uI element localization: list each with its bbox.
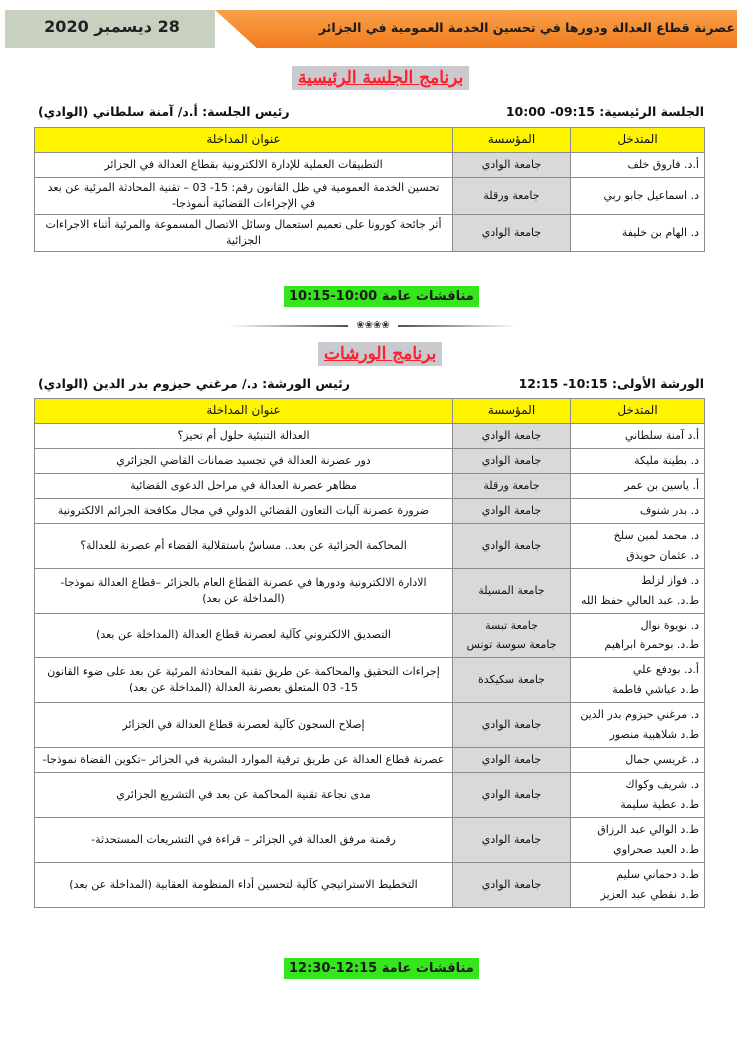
talk-title: دور عصرنة العدالة في تجسيد ضمانات القاضي الجزائري: [35, 448, 453, 473]
speaker-name: ط.د نقطي عبد العزيز: [600, 887, 699, 901]
talk-title: التخطيط الاستراتيجي كآلية لتحسين أداء المنظومة العقابية (المداخلة عن بعد): [35, 862, 453, 907]
header-speaker: المتدخل: [571, 399, 705, 424]
talk-title: إجراءات التحقيق والمحاكمة عن طريق تقنية المحادثة المرئية عن بعد على ضوء القانون 15- 03 المتعلق بعصرنة العدالة (المداخلة عن بعد): [35, 658, 453, 703]
header-institution: المؤسسة: [453, 399, 571, 424]
speaker-name: ط.د. عبد العالي حفظ الله: [580, 593, 699, 607]
header-title: عنوان المداخلة: [35, 399, 453, 424]
institution-name: جامعة الوادي: [481, 788, 542, 802]
institution-name: جامعة الوادي: [481, 832, 542, 846]
institution-name: جامعة سوسة تونس: [466, 638, 557, 652]
speaker-name: د. نويوة نوال: [640, 618, 699, 632]
table-row: [35, 613, 705, 658]
table-row: [35, 862, 705, 907]
institution-cell: [453, 448, 571, 473]
institution-cell: [453, 473, 571, 498]
institution-cell: [453, 153, 571, 178]
speaker-cell: [571, 748, 705, 773]
institution-cell: [453, 498, 571, 523]
talk-title: تحسين الخدمة العمومية في ظل القانون رقم: 15- 03 – تقنية المحادثة المرئية عن بعد في الإجراءات القضائية أنموذجا-: [35, 177, 453, 214]
institution-cell: [453, 424, 571, 449]
speaker-name: ط.د. بوحمرة ابراهيم: [604, 638, 699, 652]
institution-cell: [453, 177, 571, 214]
speaker-cell: [571, 214, 705, 251]
table-row: [35, 473, 705, 498]
institution-name: جامعة الوادي: [481, 538, 542, 552]
speaker-name: أ.د آمنة سلطاني: [624, 429, 699, 442]
institution-cell: [453, 568, 571, 613]
table-row: [35, 658, 705, 703]
speaker-cell: [571, 523, 705, 568]
speaker-name: ط.د شلاهبية منصور: [609, 728, 699, 742]
speaker-cell: [571, 817, 705, 862]
talk-title: التصديق الالكتروني كآلية لعصرنة قطاع العدالة (المداخلة عن بعد): [35, 613, 453, 658]
table-row: [35, 498, 705, 523]
talk-title: الادارة الالكترونية ودورها في عصرنة القطاع العام بالجزائر –قطاع العدالة نموذجا- (المداخلة عن بعد): [35, 568, 453, 613]
talk-title: المحاكمة الجزائية عن بعد.. مساسٌ باستقلالية القضاء أم عصرنة للعدالة؟: [35, 523, 453, 568]
talk-title: رقمنة مرفق العدالة في الجزائر – قراءة في التشريعات المستحدثة-: [35, 817, 453, 862]
institution-name: جامعة الوادي: [481, 429, 542, 442]
talk-title: ضرورة عصرنة آليات التعاون القضائي الدولي في مجال مكافحة الجرائم الالكترونية: [35, 498, 453, 523]
table-row: [35, 448, 705, 473]
header-banner: [0, 8, 742, 48]
table-row: [35, 703, 705, 748]
speaker-name: أ.د. بودفع علي: [632, 663, 699, 677]
header-title: عنوان المداخلة: [35, 128, 453, 153]
institution-cell: [453, 214, 571, 251]
speaker-name: ط.د عياشي فاطمة: [612, 683, 699, 697]
speaker-cell: [571, 424, 705, 449]
institution-cell: [453, 658, 571, 703]
institution-cell: [453, 862, 571, 907]
institution-cell: [453, 703, 571, 748]
speaker-cell: [571, 703, 705, 748]
institution-name: جامعة ورقلة: [483, 478, 540, 492]
speaker-cell: [571, 862, 705, 907]
speaker-name: د. فواز لزلط: [641, 573, 699, 587]
institution-name: جامعة الوادي: [481, 225, 542, 239]
speaker-name: د. غريسي جمال: [625, 753, 699, 767]
date-box: [5, 10, 215, 48]
speaker-name: أ.د. فاروق خلف: [627, 158, 699, 171]
institution-name: جامعة الوادي: [481, 753, 542, 767]
plenary-discussion: مناقشات عامة 10:00-10:15: [284, 286, 479, 307]
table-row: [35, 817, 705, 862]
speaker-cell: [571, 473, 705, 498]
talk-title: عصرنة قطاع العدالة عن طريق ترقية الموارد البشرية في الجزائر –تكوين القضاة نموذجا-: [35, 748, 453, 773]
table-row: [35, 523, 705, 568]
speaker-cell: [571, 448, 705, 473]
institution-name: جامعة الوادي: [481, 158, 542, 171]
institution-name: جامعة الوادي: [481, 877, 542, 891]
institution-name: جامعة ورقلة: [483, 188, 540, 202]
institution-name: جامعة تبسة: [485, 618, 538, 632]
header-institution: المؤسسة: [453, 128, 571, 153]
speaker-cell: [571, 177, 705, 214]
divider-ornament-icon: ❀❀❀❀: [348, 319, 398, 333]
institution-cell: [453, 613, 571, 658]
speaker-cell: [571, 658, 705, 703]
workshop-table: [34, 398, 705, 908]
speaker-name: د. عثمان حويذق: [626, 548, 699, 562]
institution-name: جامعة المسيلة: [478, 583, 545, 597]
institution-cell: [453, 523, 571, 568]
table-row: [35, 748, 705, 773]
speaker-name: د. الهام بن خليفة: [621, 225, 699, 239]
speaker-name: د. شريف وكواك: [625, 778, 699, 792]
speaker-cell: [571, 568, 705, 613]
workshop-discussion: مناقشات عامة 12:15-12:30: [284, 958, 479, 979]
table-row: [35, 424, 705, 449]
speaker-name: ط.د الوالي عبد الرزاق: [597, 822, 699, 836]
event-title: عصرنة قطاع العدالة ودورها في تحسين الخدمة العمومية في الجزائر: [318, 20, 735, 35]
speaker-name: د. محمد لمين سلخ: [613, 528, 699, 542]
plenary-program-title: برنامج الجلسة الرئيسية: [292, 66, 469, 90]
speaker-cell: [571, 613, 705, 658]
table-row: [35, 773, 705, 818]
workshop-chair: رئيس الورشة: د./ مرغني حيزوم بدر الدين (الوادي): [38, 376, 351, 391]
institution-name: جامعة سكيكدة: [478, 673, 545, 687]
speaker-name: د. بدر شنوف: [639, 503, 699, 517]
institution-name: جامعة الوادي: [481, 503, 542, 517]
workshop-table-header: [35, 399, 705, 424]
talk-title: التطبيقات العملية للإدارة الالكترونية بقطاع العدالة في الجزائر: [35, 153, 453, 178]
speaker-name: ط.د عطية سليمة: [620, 798, 699, 811]
table-row: [35, 153, 705, 178]
speaker-name: د. اسماعيل جابو ربي: [603, 188, 699, 202]
speaker-name: د. مرغني حيزوم بدر الدين: [580, 708, 699, 722]
table-row: [35, 177, 705, 214]
workshop-session-time: الورشة الأولى: 10:15- 12:15: [518, 376, 704, 391]
header-speaker: المتدخل: [571, 128, 705, 153]
table-row: [35, 568, 705, 613]
plenary-session-time: الجلسة الرئيسية: 09:15- 10:00: [505, 104, 704, 119]
event-date: 28 ديسمبر 2020: [44, 17, 180, 36]
speaker-cell: [571, 153, 705, 178]
talk-title: مدى نجاعة تقنية المحاكمة عن بعد في التشريع الجزائري: [35, 773, 453, 818]
speaker-name: ط.د دحماني سليم: [616, 867, 699, 881]
plenary-table: [34, 127, 705, 252]
speaker-cell: [571, 498, 705, 523]
speaker-name: د. بطينة مليكة: [634, 453, 699, 467]
talk-title: إصلاح السجون كآلية لعصرنة قطاع العدالة في الجزائر: [35, 703, 453, 748]
workshop-program-title: برنامج الورشات: [318, 342, 442, 366]
talk-title: مظاهر عصرنة العدالة في مراحل الدعوى القضائية: [35, 473, 453, 498]
institution-name: جامعة الوادي: [481, 453, 542, 467]
institution-cell: [453, 773, 571, 818]
talk-title: العدالة التنبئية حلول أم تحيز؟: [35, 424, 453, 449]
speaker-name: أ. ياسين بن عمر: [624, 478, 699, 492]
institution-name: جامعة الوادي: [481, 718, 542, 732]
plenary-table-header: [35, 128, 705, 153]
table-row: [35, 214, 705, 251]
institution-cell: [453, 817, 571, 862]
talk-title: أثر جائحة كورونا على تعميم استعمال وسائل الاتصال المسموعة والمرئية أثناء الاجراءات الجزائية: [35, 214, 453, 251]
section-divider: [228, 319, 518, 333]
institution-cell: [453, 748, 571, 773]
plenary-chair: رئيس الجلسة: أ.د/ آمنة سلطاني (الوادي): [38, 104, 290, 119]
speaker-name: ط.د العيد صحراوي: [613, 842, 699, 856]
speaker-cell: [571, 773, 705, 818]
